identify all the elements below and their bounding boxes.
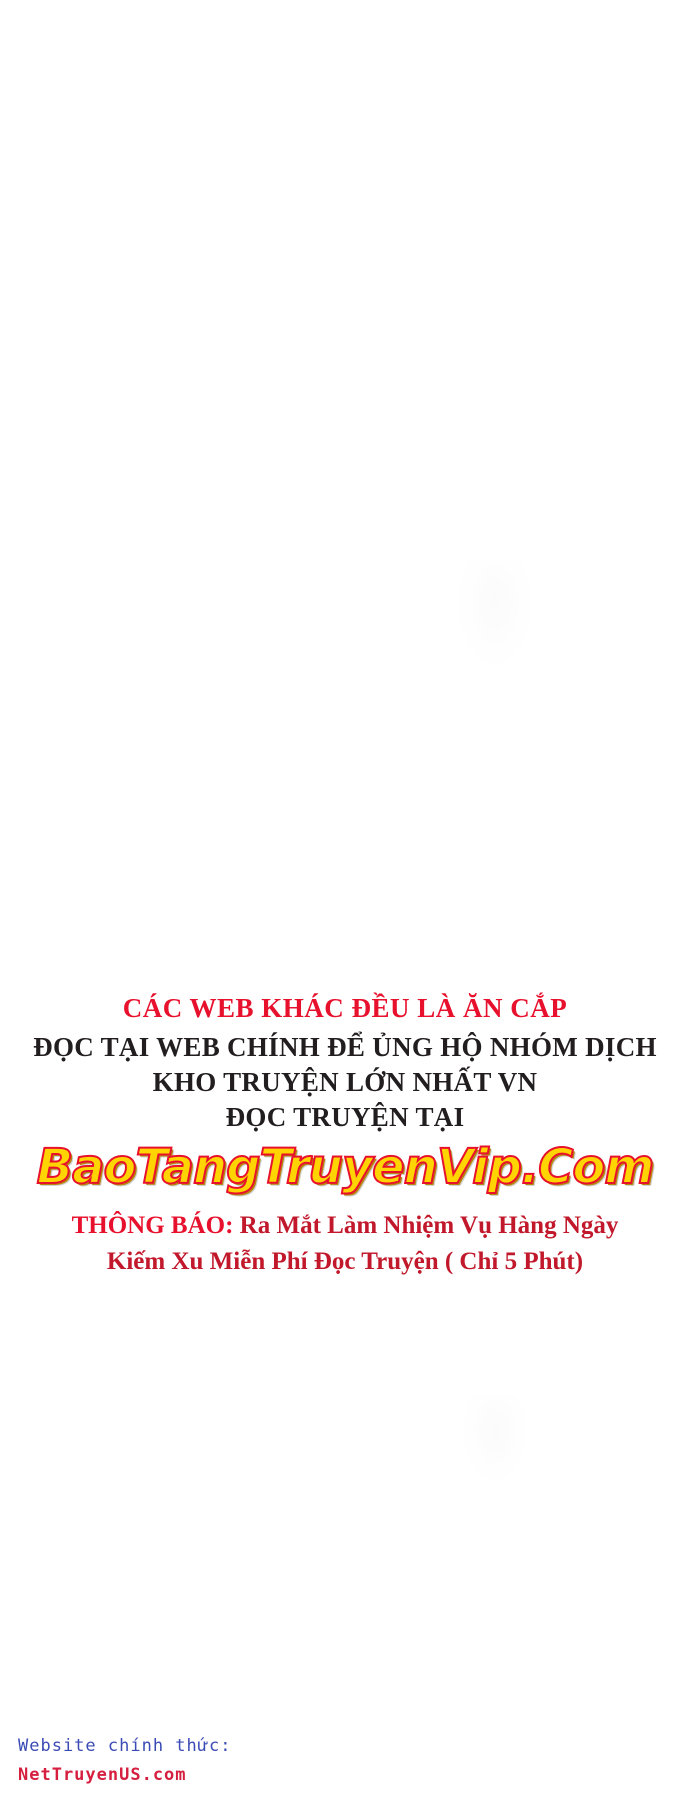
- promo-read-at-line: ĐỌC TRUYỆN TẠI: [225, 1101, 465, 1132]
- brand-wordmark[interactable]: BaoTangTruyenVip.Com: [36, 1139, 654, 1196]
- promo-collection-line: KHO TRUYỆN LỚN NHẤT VN: [152, 1066, 538, 1097]
- footer-label: Website chính thức:: [18, 1736, 232, 1757]
- promo-notice-first-row: [0, 1208, 690, 1244]
- promo-notice-label: THÔNG BÁO:: [71, 1211, 234, 1239]
- promo-notice-text: Ra Mắt Làm Nhiệm Vụ Hàng Ngày: [239, 1211, 619, 1239]
- footer-site-link[interactable]: NetTruyenUS.com: [18, 1765, 187, 1786]
- promo-warning-line: CÁC WEB KHÁC ĐỀU LÀ ĂN CẮP: [122, 993, 568, 1023]
- faint-watermark-secondary-icon: [460, 1395, 530, 1485]
- footer-credit: [18, 1732, 231, 1790]
- promo-support-line: ĐỌC TẠI WEB CHÍNH ĐỂ ỦNG HỘ NHÓM DỊCH: [33, 1031, 657, 1062]
- promo-banner: [0, 992, 690, 1280]
- promo-notice: [0, 1208, 690, 1281]
- promo-notice-text-secondary: Kiếm Xu Miễn Phí Đọc Truyện ( Chỉ 5 Phút): [106, 1248, 584, 1276]
